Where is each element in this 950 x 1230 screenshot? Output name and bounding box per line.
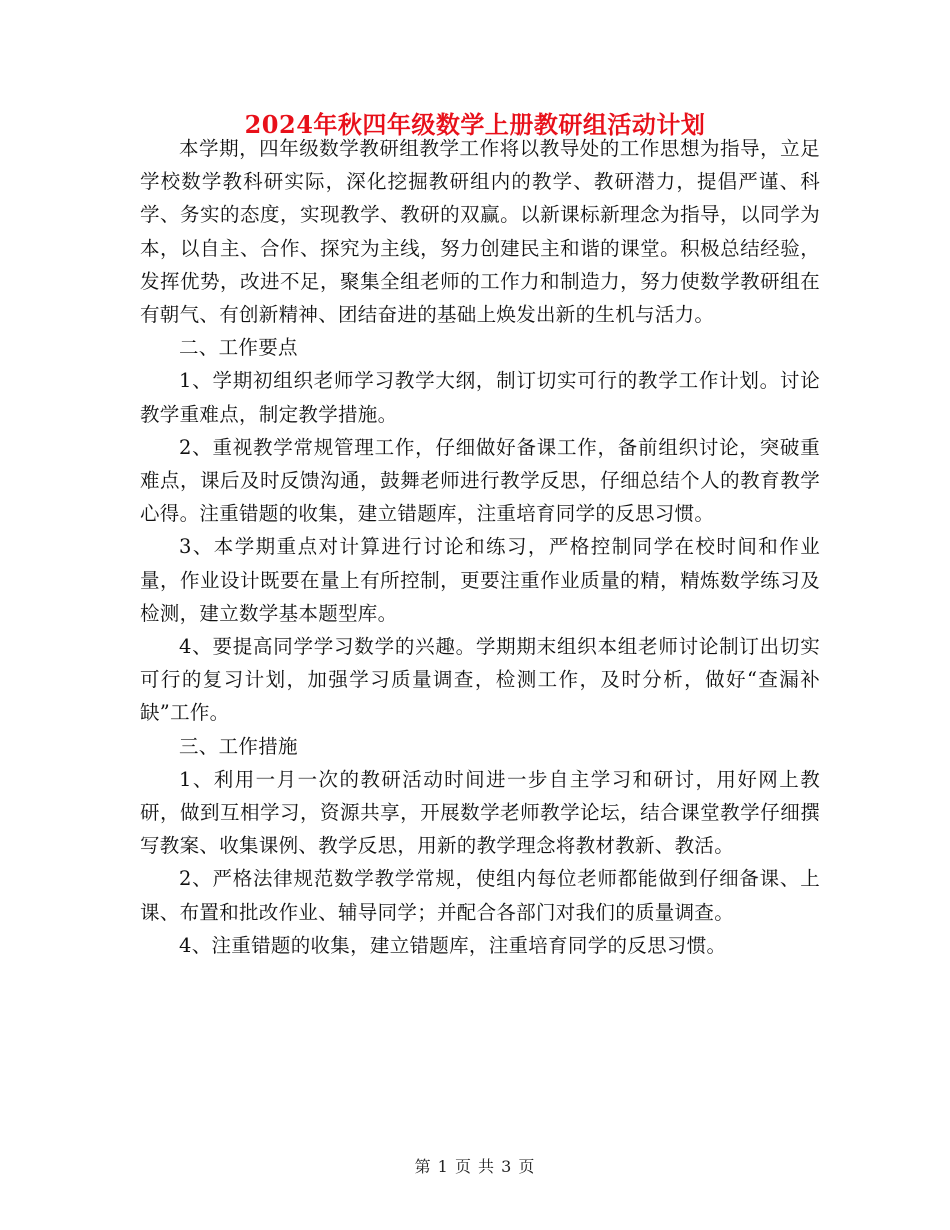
section-heading-work-points: 二、工作要点: [179, 336, 298, 360]
work-point-1: 1、学期初组织老师学习教学大纲，制订切实可行的教学工作计划。讨论教学重难点，制定教学措施。: [140, 369, 820, 426]
document-title: 2024年秋四年级数学上册教研组活动计划: [244, 110, 706, 139]
work-point-3: 3、本学期重点对计算进行讨论和练习，严格控制同学在校时间和作业量，作业设计既要在量上有所控制，更要注重作业质量的精，精炼数学练习及检测，建立数学基本题型库。: [140, 535, 820, 625]
work-point-2: 2、重视教学常规管理工作，仔细做好备课工作，备前组织讨论，突破重难点，课后及时反馈沟通，鼓舞老师进行教学反思，仔细总结个人的教育教学心得。注重错题的收集，建立错题库，注重培育同学的反思习惯。: [140, 435, 820, 526]
work-measure-1: 1、利用一月一次的教研活动时间进一步自主学习和研讨，用好网上教研，做到互相学习，资源共享，开展数学老师教学论坛，结合课堂教学仔细撰写教案、收集课例、教学反思，用新的教学理念将教材教新、教活。: [140, 767, 820, 858]
page-number-footer: 第 1 页 共 3 页: [414, 1157, 536, 1176]
work-point-4: 4、要提高同学学习数学的兴趣。学期期末组织本组老师讨论制订出切实可行的复习计划，加强学习质量调查，检测工作，及时分析，做好“查漏补缺”工作。: [140, 635, 820, 725]
section-heading-work-measures: 三、工作措施: [179, 734, 298, 758]
document-body: [140, 132, 820, 962]
work-measure-2: 2、严格法律规范数学教学常规，使组内每位老师都能做到仔细备课、上课、布置和批改作业、辅导同学；并配合各部门对我们的质量调查。: [140, 867, 820, 924]
work-measure-4: 4、注重错题的收集，建立错题库，注重培育同学的反思习惯。: [179, 933, 727, 957]
intro-paragraph: 本学期，四年级数学教研组教学工作将以教导处的工作思想为指导，立足学校数学教科研实际，深化挖掘教研组内的教学、教研潜力，提倡严谨、科学、务实的态度，实现教学、教研的双赢。以新课标新理念为指导，以同学为本，以自主、合作、探究为主线，努力创建民主和谐的课堂。积极总结经验，发挥优势，改进不足，聚集全组老师的工作力和制造力，努力使数学教研组在有朝气、有创新精神、团结奋进的基础上焕发出新的生机与活力。: [140, 137, 820, 327]
